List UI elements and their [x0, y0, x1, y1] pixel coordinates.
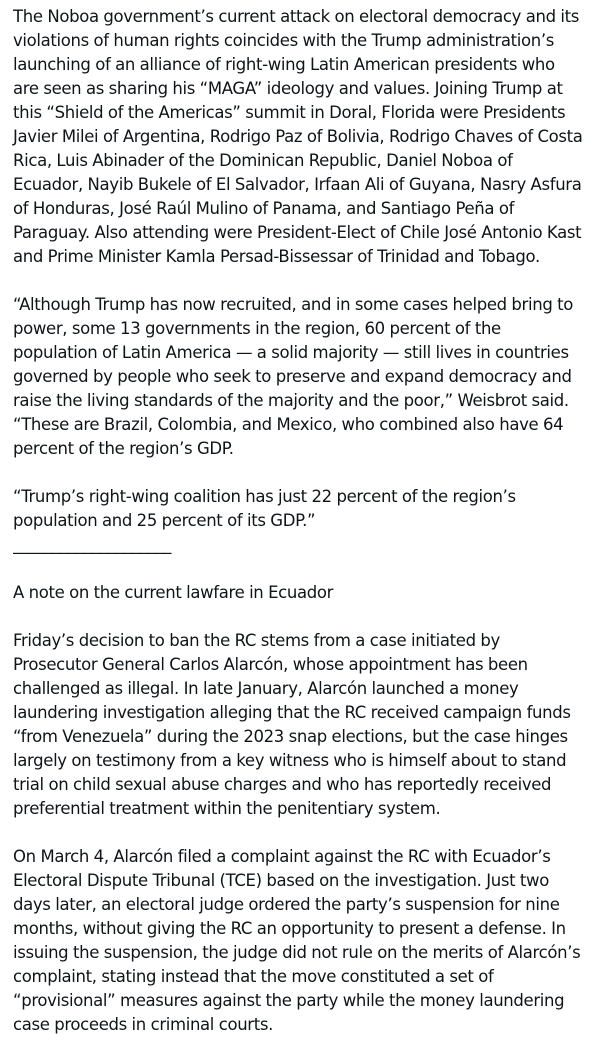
note-heading: A note on the current lawfare in Ecuador — [13, 583, 334, 602]
paragraph-alliance: The Noboa government’s current attack on electoral democracy and its violations of human rights coincides with the Trump administration’s launching of an alliance of right-wing Latin American presidents who are seen as sharing his “MAGA” ideology and values. Joining Trump at this “Shield of the Americas” summit in Doral, Florida were Presidents Javier Milei of Argentina, Rodrigo Paz of Bolivia, Rodrigo Chaves of Costa Rica, Luis Abinader of the Dominican Republic, Daniel Noboa of Ecuador, Nayib Bukele of El Salvador, Irfaan Ali of Guyana, Nasry Asfura of Honduras, José Raúl Mulino of Panama, and Santiago Peña of Paraguay. Also attending were President-Elect of Chile José Antonio Kast and Prime Minister Kamla Persad-Bissessar of Trinidad and Tobago. — [13, 7, 583, 266]
paragraph-weisbrot-quote: “Although Trump has now recruited, and in some cases helped bring to power, some 13 governments in the region, 60 percent of the population of Latin America — a solid majority — still lives in countries governed by people who seek to preserve and expand democracy and raise the living standards of the majority and the poor,” Weisbrot said. “These are Brazil, Colombia, and Mexico, who combined also have 64 percent of the region’s GDP. — [13, 295, 574, 458]
paragraph-prosecutor-case: Friday’s decision to ban the RC stems from a case initiated by Prosecutor General Carlos Alarcón, whose appointment has been challenged as illegal. In late January, Alarcón launched a money laundering investigation alleging that the RC received campaign funds “from Venezuela” during the 2023 snap elections, but the case hinges largely on testimony from a key witness who is himself about to stand trial on child sexual abuse charges and who has reportedly received preferential treatment within the penitentiary system. — [13, 631, 571, 818]
paragraph-coalition-quote: “Trump’s right-wing coalition has just 22 percent of the region’s population and 25 percent of its GDP.” — [13, 487, 516, 530]
paragraph-tribunal-complaint: On March 4, Alarcón filed a complaint against the RC with Ecuador’s Electoral Dispute Tribunal (TCE) based on the investigation. Just two days later, an electoral judge ordered the party’s suspension for nine months, without giving the RC an opportunity to present a defense. In issuing the suspension, the judge did not rule on the merits of Alarcón’s complaint, stating instead that the move constituted a set of “provisional” measures against the party while the money laundering case proceeds in criminal courts. — [13, 847, 581, 1034]
section-divider: ____________________ — [13, 535, 172, 554]
